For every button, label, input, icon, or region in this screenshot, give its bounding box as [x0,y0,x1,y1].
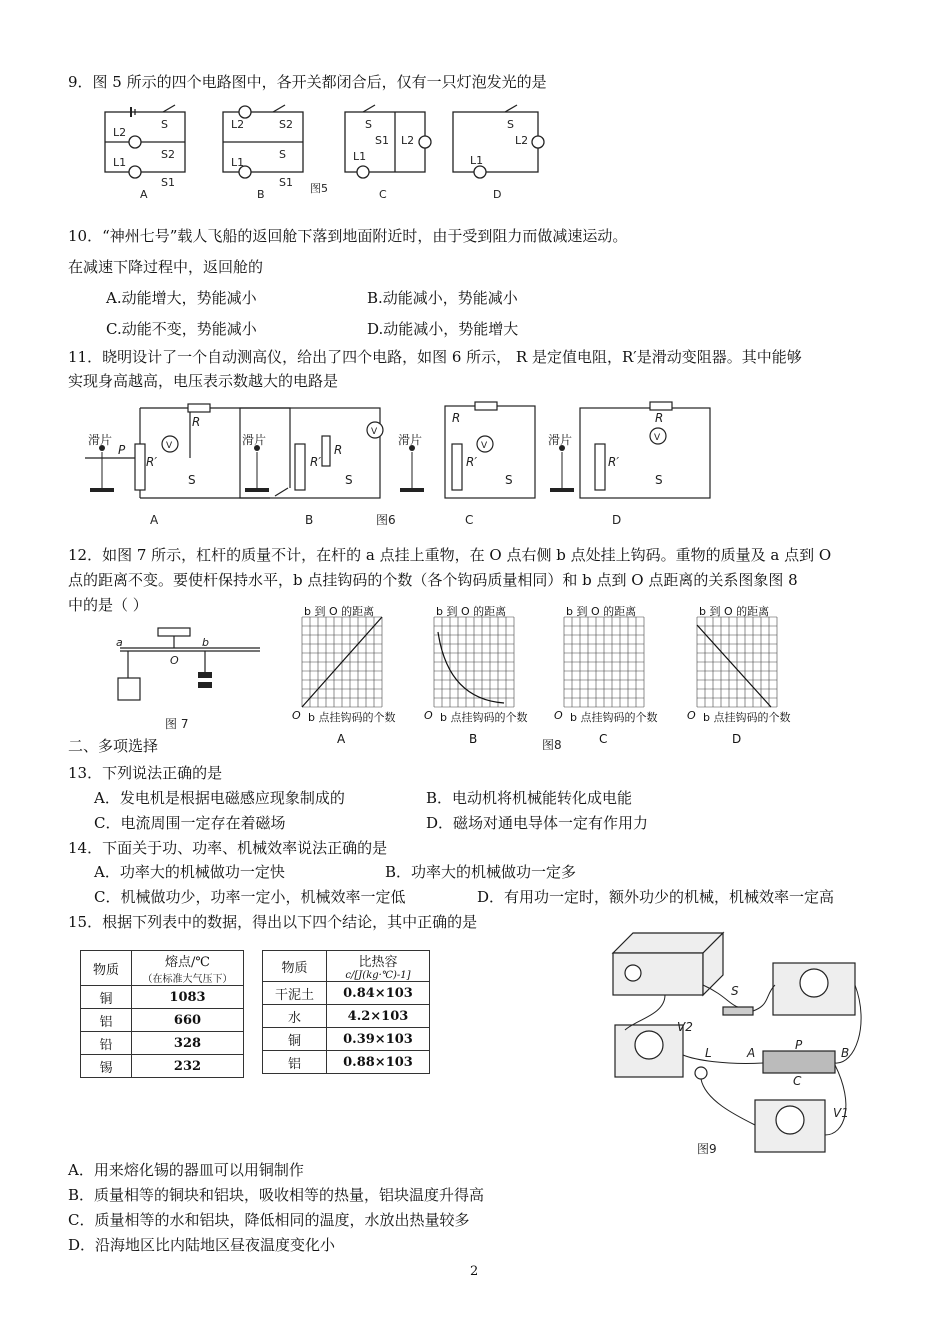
q13-text: 13．下列说法正确的是 [68,764,223,782]
melting-point-table [80,950,244,1078]
table2-cell: 铝 [263,1051,327,1074]
q15-option-d: D．沿海地区比内陆地区昼夜温度变化小 [68,1236,336,1254]
q11-d-v-label: V [654,433,661,443]
q12-lever-o-label: O [170,654,179,667]
table-row [263,1005,430,1028]
q13-option-b: B．电动机将机械能转化成电能 [426,789,633,807]
graph-y-label-c: b 到 O 的距离 [566,605,637,618]
graph-x-label-b: b 点挂钩码的个数 [440,711,528,724]
table2-cell: 铜 [263,1028,327,1051]
q11-c-rprime-label: R′ [466,455,478,469]
graph-x-label-c: b 点挂钩码的个数 [570,711,658,724]
graph-curve-d [697,625,771,707]
graph-x-label-d: b 点挂钩码的个数 [703,711,791,724]
q9-c-s1-label: S1 [375,134,389,147]
q11-d-rprime-label: R′ [608,455,620,469]
q13-option-c: C．电流周围一定存在着磁场 [94,814,286,832]
q11-b-r-label: R [334,443,343,457]
graph-origin-c: O [554,709,563,722]
graph-y-label-a: b 到 O 的距离 [304,605,375,618]
q9-label-d: D [493,188,502,201]
q9-a-s-label: S [161,118,168,131]
figure-5-circuits [95,100,555,205]
q15-fig9-c-label: C [793,1074,802,1088]
q11-a-p-label: P [118,443,126,457]
q14-option-a: A．功率大的机械做功一定快 [94,863,285,881]
graph-origin-d: O [687,709,696,722]
table-row [81,1009,244,1032]
figure-6-circuits [80,396,720,532]
table1-cell: 铅 [81,1032,132,1055]
q11-figure-caption: 图6 [376,513,396,527]
table1-header-melting-point-title: 熔点/℃ [165,955,210,970]
q15-fig9-b-label: B [841,1046,850,1060]
q9-b-s1-label: S1 [279,176,293,189]
graph-a [292,605,395,746]
q15-fig9-a-label: A [747,1046,756,1060]
q11-c-s-label: S [505,473,513,487]
table-row [81,986,244,1009]
q11-b-v-label: V [371,427,378,437]
q9-label-c: C [379,188,387,201]
table-row [263,982,430,1005]
q14-option-d: D．有用功一定时，额外功少的机械，机械效率一定高 [477,888,835,906]
q15-option-b: B．质量相等的铜块和铝块，吸收相等的热量，铝块温度升得高 [68,1186,485,1204]
section-2-title: 二、多项选择 [68,737,159,755]
q11-text-line2: 实现身高越高，电压表示数越大的电路是 [68,372,339,390]
graph-option-a: A [337,732,346,746]
q10-option-a: A.动能增大，势能减小 [106,289,257,307]
table1-header-melting-point-sub: （在标准大气压下） [142,974,233,985]
q12-fig8-caption: 图8 [542,738,562,750]
q10-option-c: C.动能不变，势能减小 [106,320,257,338]
q11-b-s-label: S [345,473,353,487]
table2-header-specific-heat [327,951,430,982]
table2-header-specific-heat-title: 比热容 [358,955,398,970]
q15-fig9-v2-label: V2 [677,1020,693,1034]
graph-y-label-b: b 到 O 的距离 [436,605,507,618]
figure-9-apparatus [605,925,865,1160]
table1-cell: 232 [132,1055,244,1078]
graph-origin-a: O [292,709,301,722]
q9-a-l2-label: L2 [113,126,127,139]
q14-text: 14．下面关于功、功率、机械效率说法正确的是 [68,839,388,857]
q11-a-s-label: S [188,473,196,487]
q11-c-slider-label: 滑片 [398,433,423,447]
q12-text-line3: 中的是（ ） [68,596,148,614]
q9-a-s1-label: S1 [161,176,175,189]
q11-d-slider-label: 滑片 [548,433,573,447]
q11-b-rprime-label: R′ [310,455,322,469]
table1-cell: 铜 [81,986,132,1009]
table-row [263,1051,430,1074]
q10-text-line1: 10．“神州七号”载人飞船的返回舱下落到地面附近时，由于受到阻力而做减速运动。 [68,227,628,245]
q15-text: 15．根据下列表中的数据，得出以下四个结论，其中正确的是 [68,913,478,931]
q12-lever-b-label: b [202,636,209,649]
q9-c-l1-label: L1 [353,150,367,163]
q9-b-s-label: S [279,148,286,161]
q9-figure-caption: 图5 [310,182,328,195]
q15-fig9-v1-label: V1 [833,1106,849,1120]
table2-cell: 0.84×103 [327,982,430,1005]
q12-lever-a-label: a [116,636,123,649]
page-number: 2 [470,1264,479,1279]
q9-d-l2-label: L2 [515,134,529,147]
q13-option-a: A．发电机是根据电磁感应现象制成的 [94,789,345,807]
figure-8-graphs [290,605,805,750]
graph-option-c: C [599,732,608,746]
q11-b-slider-label: 滑片 [242,433,267,447]
q14-option-b: B．功率大的机械做功一定多 [385,863,577,881]
table1-cell: 328 [132,1032,244,1055]
q10-option-b: B.动能减小，势能减小 [367,289,518,307]
q15-option-c: C．质量相等的水和铝块，降低相同的温度，水放出热量较多 [68,1211,470,1229]
table-row [81,1032,244,1055]
graph-option-b: B [469,732,478,746]
q11-label-c: C [465,513,474,527]
table2-cell: 干泥土 [263,982,327,1005]
q9-d-s-label: S [507,118,514,131]
q15-fig9-caption: 图9 [697,1142,717,1156]
q12-text-line1: 12．如图 7 所示，杠杆的质量不计，在杆的 a 点挂上重物，在 O 点右侧 b 点处挂上钩码。重物的质量及 a 点到 O [68,546,832,564]
q9-text: 9．图 5 所示的四个电路图中，各开关都闭合后，仅有一只灯泡发光的是 [68,73,547,91]
table2-header-specific-heat-sub: c/[J(kg·℃)-1] [345,970,411,981]
q15-fig9-p-label: P [795,1038,803,1052]
q9-b-l2-label: L2 [231,118,245,131]
q11-c-v-label: V [481,441,488,451]
q11-d-s-label: S [655,473,663,487]
table2-cell: 0.88×103 [327,1051,430,1074]
q11-label-b: B [305,513,314,527]
table1-header-melting-point [132,951,244,986]
q10-option-d: D.动能减小，势能增大 [367,320,519,338]
q9-label-a: A [140,188,148,201]
table1-cell: 锡 [81,1055,132,1078]
q11-c-r-label: R [452,411,461,425]
q11-d-r-label: R [655,411,664,425]
q11-label-a: A [150,513,159,527]
q12-fig7-caption: 图 7 [165,717,189,731]
graph-option-d: D [732,732,742,746]
graph-origin-b: O [424,709,433,722]
q11-a-rprime-label: R′ [146,455,158,469]
q9-label-b: B [257,188,265,201]
table1-cell: 铝 [81,1009,132,1032]
q14-option-c: C．机械做功少，功率一定小，机械效率一定低 [94,888,406,906]
graph-c [554,605,657,746]
table-row [81,1055,244,1078]
graph-b [424,605,527,746]
q11-a-r-label: R [192,415,201,429]
q9-a-l1-label: L1 [113,156,127,169]
graph-y-label-d: b 到 O 的距离 [699,605,770,618]
q9-d-l1-label: L1 [470,154,484,167]
table1-cell: 1083 [132,986,244,1009]
table2-header-substance: 物质 [263,951,327,982]
q11-label-d: D [612,513,622,527]
table2-cell: 4.2×103 [327,1005,430,1028]
specific-heat-table [262,950,430,1074]
q9-c-s-label: S [365,118,372,131]
q10-text-line2: 在减速下降过程中，返回舱的 [68,258,264,276]
q12-text-line2: 点的距离不变。要使杆保持水平，b 点挂钩码的个数（各个钩码质量相同）和 b 点到 O 点距离的关系图象图 8 [68,571,798,589]
q9-a-s2-label: S2 [161,148,175,161]
q9-c-l2-label: L2 [401,134,415,147]
table2-cell: 水 [263,1005,327,1028]
q15-fig9-s-label: S [731,984,739,998]
table-row [263,1028,430,1051]
table2-cell: 0.39×103 [327,1028,430,1051]
q15-option-a: A．用来熔化锡的器皿可以用铜制作 [68,1161,304,1179]
table1-cell: 660 [132,1009,244,1032]
table1-header-substance: 物质 [81,951,132,986]
q11-a-slider-label: 滑片 [88,433,113,447]
q13-option-d: D．磁场对通电导体一定有作用力 [426,814,649,832]
graph-d [687,605,790,746]
q9-b-s2-label: S2 [279,118,293,131]
graph-x-label-a: b 点挂钩码的个数 [308,711,396,724]
q11-a-v-label: V [166,441,173,451]
graph-curve-b [438,632,504,703]
q15-fig9-l-label: L [705,1046,712,1060]
q11-text-line1: 11．晓明设计了一个自动测高仪，给出了四个电路，如图 6 所示， R 是定值电阻，R′是滑动变阻器。其中能够 [68,348,802,366]
q9-b-l1-label: L1 [231,156,245,169]
figure-7-lever [110,620,270,735]
